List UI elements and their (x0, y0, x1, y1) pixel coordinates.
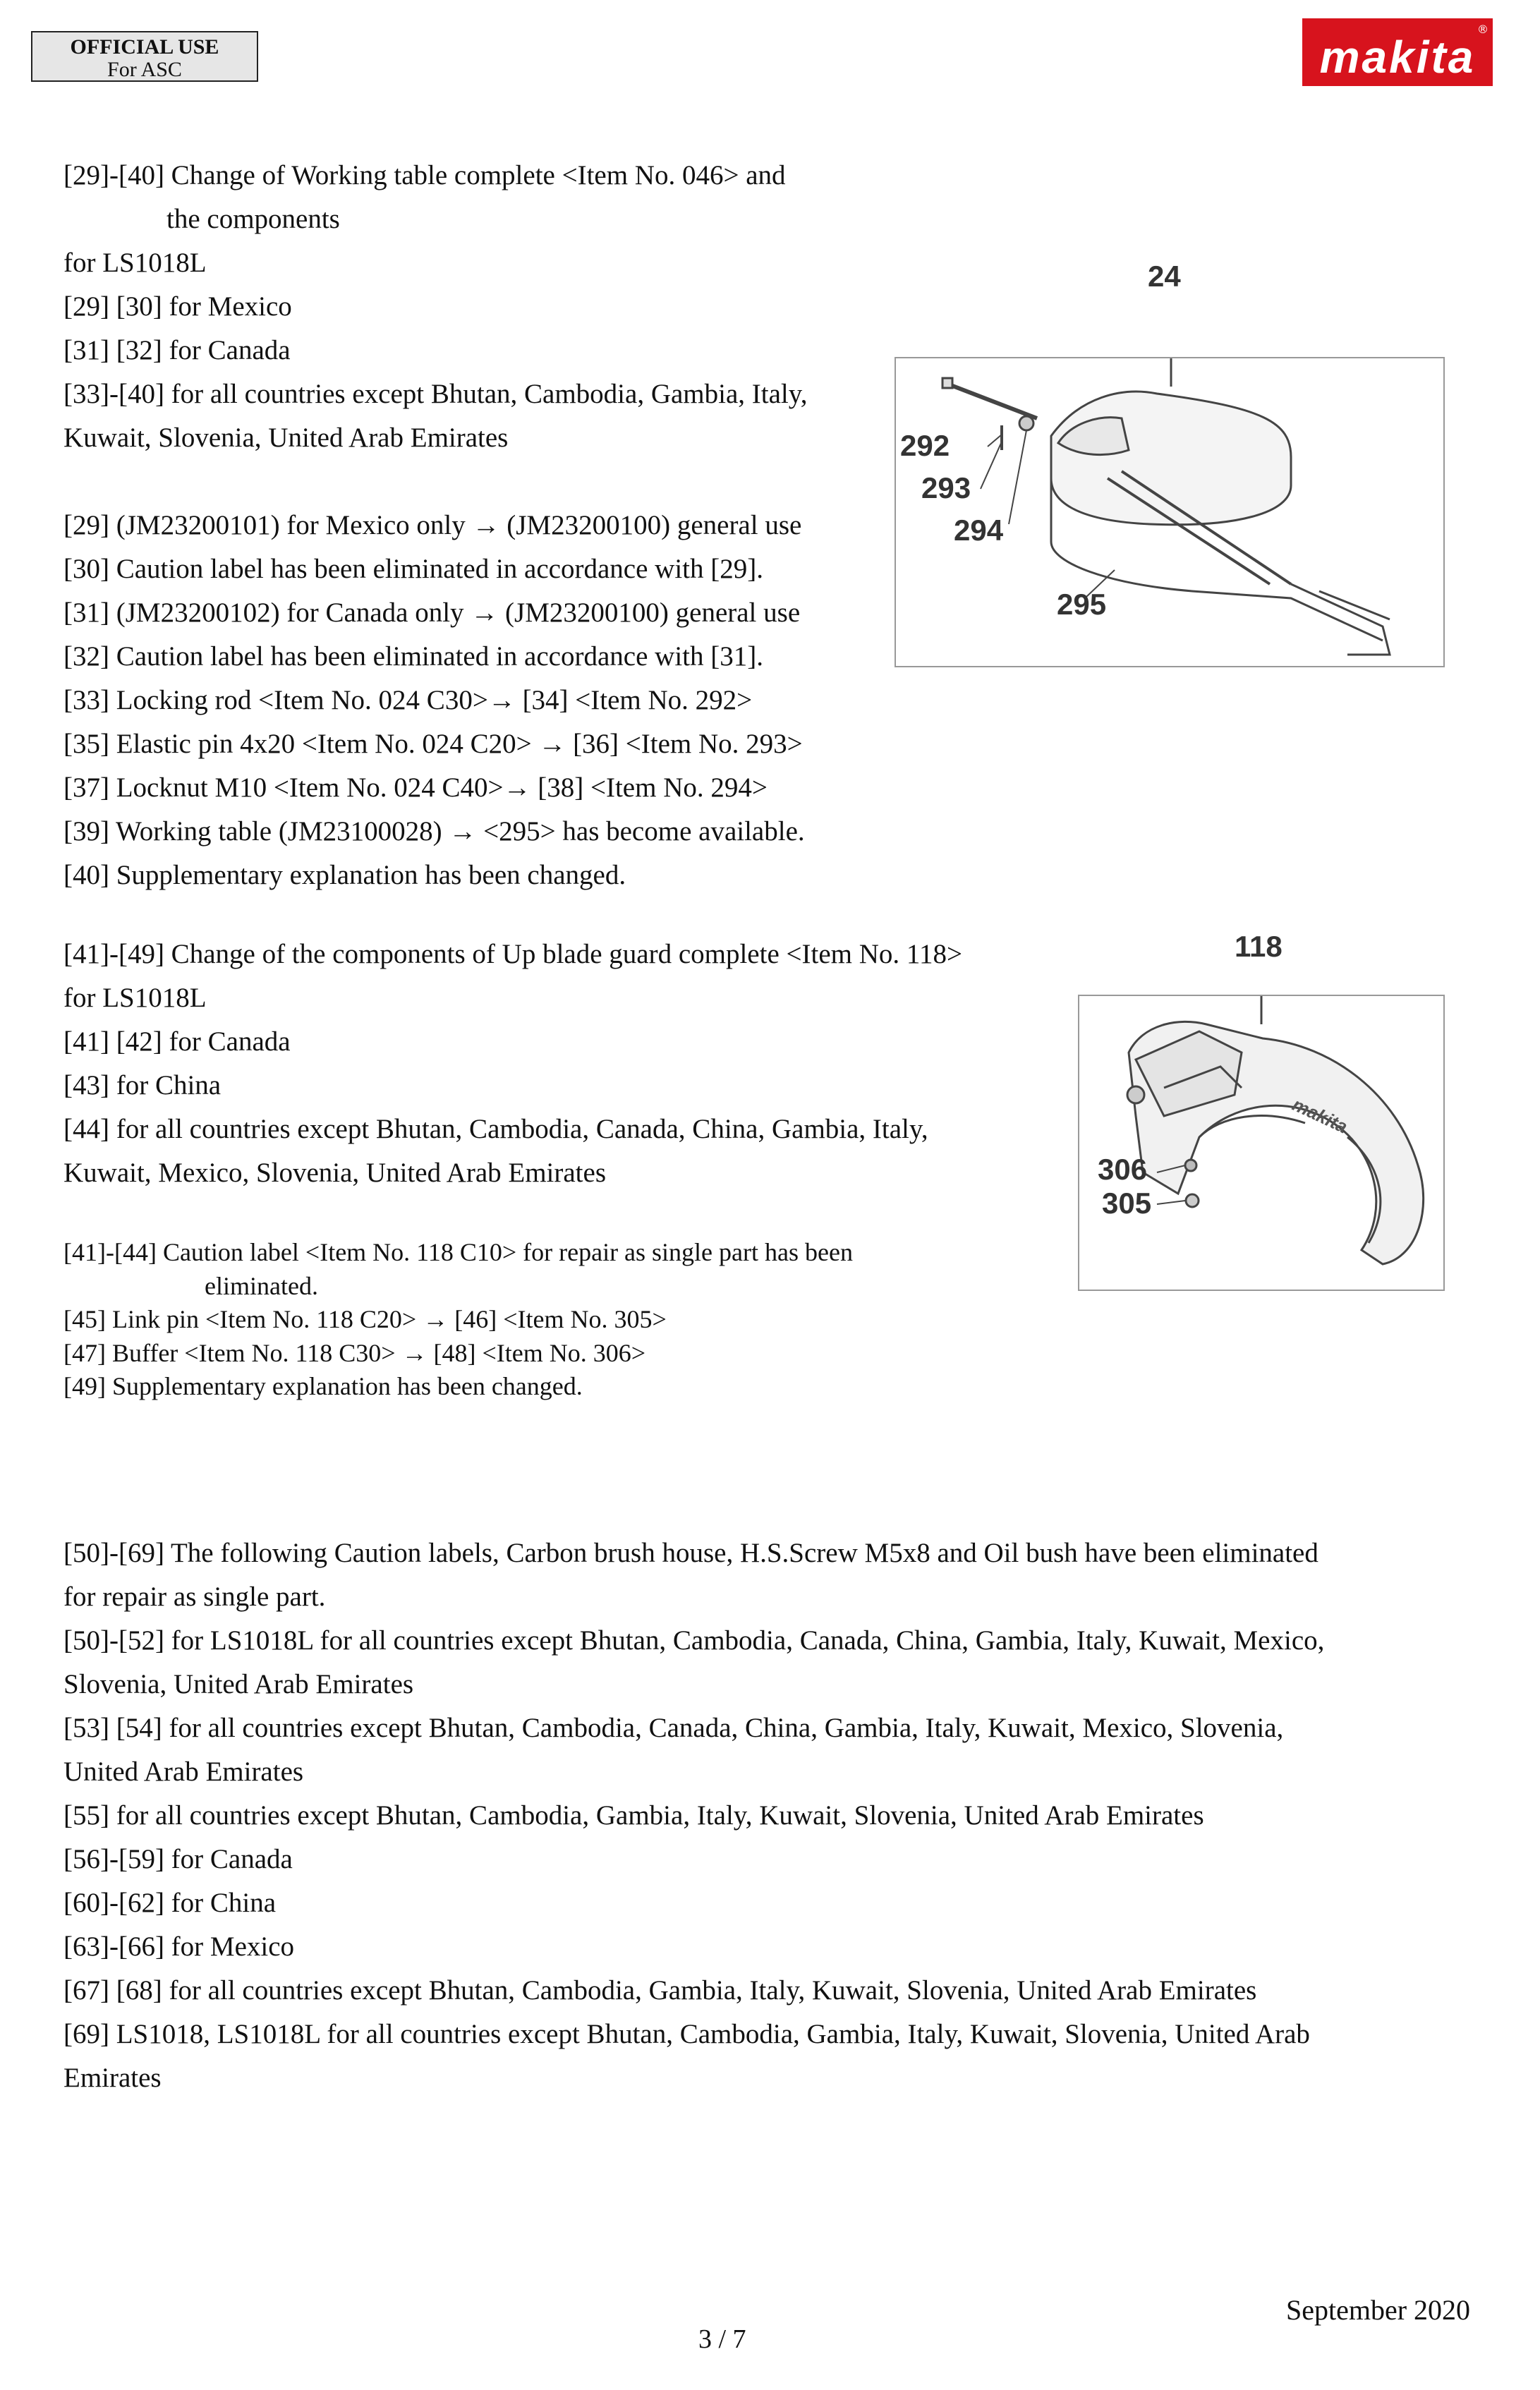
figure-label-306: 306 (1098, 1153, 1148, 1186)
text-line: for LS1018L (63, 983, 207, 1013)
working-table-drawing (896, 358, 1443, 666)
text-line: [29] (JM23200101) for Mexico only → (JM23200100) general use (63, 510, 802, 540)
text-line: [50]-[52] for LS1018L for all countries except Bhutan, Cambodia, Canada, China, Gambia, Italy, Kuwait, Mexico, (63, 1625, 1325, 1656)
text-line: [60]-[62] for China (63, 1888, 277, 1918)
text-line: [55] for all countries except Bhutan, Cambodia, Gambia, Italy, Kuwait, Slovenia, United Arab Emirates (63, 1800, 1204, 1831)
official-use-box (31, 31, 258, 82)
text-line: [69] LS1018, LS1018L for all countries except Bhutan, Cambodia, Gambia, Italy, Kuwait, Slovenia, United Arab (63, 2019, 1310, 2049)
text-line: Slovenia, United Arab Emirates (63, 1669, 414, 1699)
text-line: [39] Working table (JM23100028) → <295> has become available. (63, 816, 805, 847)
footer-date: September 2020 (1286, 2294, 1471, 2326)
text-line: [45] Link pin <Item No. 118 C20> → [46] <Item No. 305> (63, 1305, 667, 1333)
text-line: [33]-[40] for all countries except Bhutan, Cambodia, Gambia, Italy, (63, 379, 808, 409)
makita-logo-text: makita (1319, 32, 1476, 83)
figure-brand-mark: makita (1289, 1093, 1351, 1138)
figure-label-295: 295 (1057, 588, 1107, 621)
text-line: [50]-[69] The following Caution labels, Carbon brush house, H.S.Screw M5x8 and Oil bush have been eliminated (63, 1538, 1318, 1568)
text-line: [41]-[44] Caution label <Item No. 118 C10> for repair as single part has been (63, 1238, 853, 1266)
section-working-table (63, 154, 807, 897)
text-line: [40] Supplementary explanation has been changed. (63, 860, 626, 890)
text-line: Kuwait, Slovenia, United Arab Emirates (63, 423, 509, 453)
text-line: [49] Supplementary explanation has been changed. (63, 1372, 583, 1400)
text-line: [41]-[49] Change of the components of Up blade guard complete <Item No. 118> (63, 939, 962, 969)
text-line: for repair as single part. (63, 1582, 326, 1612)
text-line: [32] Caution label has been eliminated in accordance with [31]. (63, 641, 763, 672)
working-table-figure (895, 357, 1445, 667)
text-line: [31] [32] for Canada (63, 335, 291, 365)
text-line: [43] for China (63, 1070, 222, 1100)
text-line: [56]-[59] for Canada (63, 1844, 293, 1874)
text-line: [53] [54] for all countries except Bhutan, Cambodia, Canada, China, Gambia, Italy, Kuwait, Mexico, Slovenia, (63, 1713, 1284, 1743)
text-line: [44] for all countries except Bhutan, Cambodia, Canada, China, Gambia, Italy, (63, 1114, 928, 1144)
figure-label-24: 24 (1148, 260, 1181, 293)
figure-label-293: 293 (921, 471, 971, 504)
text-line: Kuwait, Mexico, Slovenia, United Arab Emirates (63, 1158, 606, 1188)
section-eliminated-parts (63, 1531, 1324, 2100)
text-line: for LS1018L (63, 248, 207, 278)
page-number: 3 / 7 (698, 2324, 746, 2354)
text-line: [63]-[66] for Mexico (63, 1931, 295, 1962)
text-line: [33] Locking rod <Item No. 024 C30>→ [34] <Item No. 292> (63, 685, 753, 715)
text-line: [37] Locknut M10 <Item No. 024 C40>→ [38] <Item No. 294> (63, 772, 768, 803)
for-asc-label: For ASC (107, 58, 182, 81)
figure-label-118: 118 (1235, 930, 1283, 963)
figure-label-305: 305 (1102, 1187, 1152, 1220)
registered-mark: ® (1477, 23, 1489, 36)
text-line: eliminated. (205, 1271, 318, 1300)
section-up-blade-guard-notes (63, 1236, 853, 1404)
text-line: [35] Elastic pin 4x20 <Item No. 024 C20> → [36] <Item No. 293> (63, 729, 803, 759)
text-line: [29] [30] for Mexico (63, 291, 292, 322)
text-line: Emirates (63, 2063, 162, 2093)
text-line: [31] (JM23200102) for Canada only → (JM23200100) general use (63, 598, 801, 628)
makita-logo (1302, 18, 1493, 86)
official-use-label: OFFICIAL USE (70, 35, 219, 59)
figure-label-292: 292 (900, 429, 950, 462)
up-blade-guard-drawing (1079, 996, 1443, 1290)
section-up-blade-guard (63, 933, 962, 1195)
text-line: [67] [68] for all countries except Bhutan, Cambodia, Gambia, Italy, Kuwait, Slovenia, United Arab Emirates (63, 1975, 1257, 2006)
text-line: [47] Buffer <Item No. 118 C30> → [48] <Item No. 306> (63, 1338, 646, 1367)
text-line: the components (166, 204, 340, 234)
text-line: [30] Caution label has been eliminated in accordance with [29]. (63, 554, 763, 584)
text-line: United Arab Emirates (63, 1757, 304, 1787)
text-line: [41] [42] for Canada (63, 1026, 291, 1057)
up-blade-guard-figure (1078, 995, 1445, 1291)
text-line: [29]-[40] Change of Working table complete <Item No. 046> and (63, 160, 786, 190)
figure-label-294: 294 (954, 514, 1004, 547)
